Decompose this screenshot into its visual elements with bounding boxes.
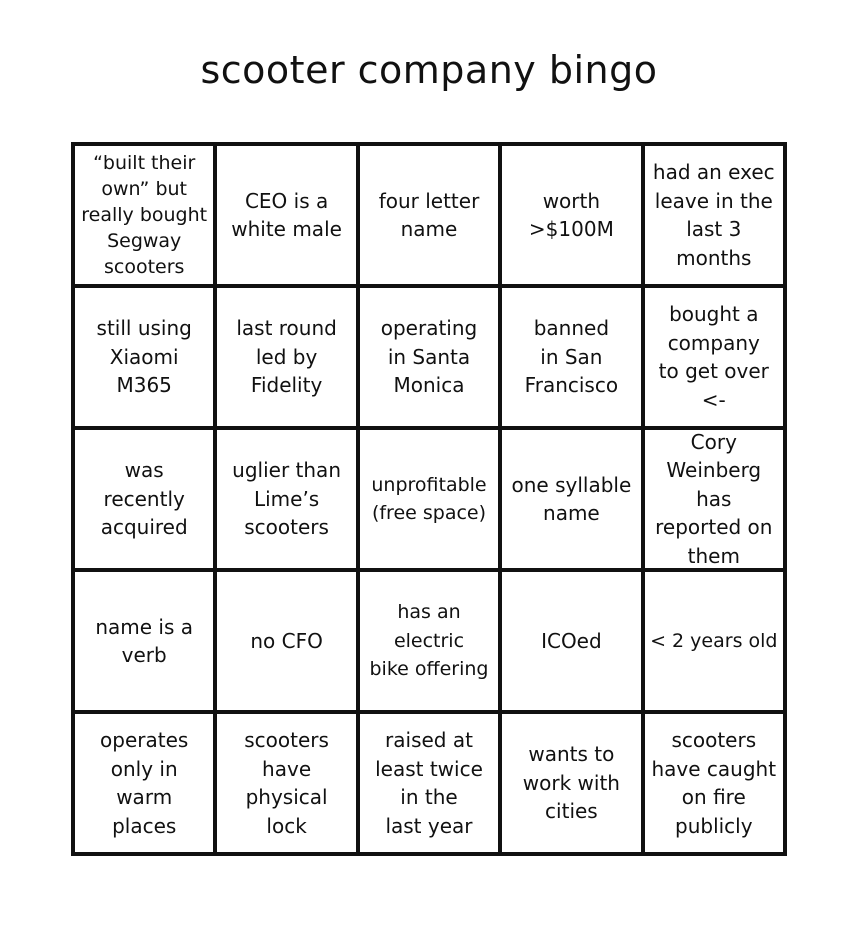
page-title: scooter company bingo [200, 48, 658, 92]
bingo-cell[interactable] [215, 428, 357, 570]
bingo-cell-text: was recently acquired [100, 458, 188, 540]
bingo-cell[interactable] [215, 570, 357, 712]
bingo-cell-text: has an electric bike offering [369, 601, 489, 681]
bingo-cell[interactable] [358, 144, 500, 286]
bingo-cell[interactable] [643, 570, 785, 712]
bingo-cell-text: still using Xiaomi M365 [96, 316, 192, 398]
bingo-cell[interactable] [73, 286, 215, 428]
bingo-cell[interactable] [73, 712, 215, 854]
bingo-cell[interactable] [500, 286, 642, 428]
bingo-cell[interactable] [500, 144, 642, 286]
bingo-cell[interactable] [643, 144, 785, 286]
bingo-cell-text: had an exec leave in the last 3 months [652, 160, 775, 270]
bingo-cell-text: scooters have physical lock [244, 728, 329, 838]
bingo-cell[interactable] [73, 144, 215, 286]
bingo-cell-text: name is a verb [95, 614, 194, 667]
bingo-cell[interactable] [500, 712, 642, 854]
bingo-cell-text: operates only in warm places [100, 728, 189, 838]
bingo-cell-free-space[interactable] [358, 428, 500, 570]
bingo-cell[interactable] [358, 286, 500, 428]
bingo-cell-text: last round led by Fidelity [236, 316, 337, 398]
bingo-cell[interactable] [215, 286, 357, 428]
bingo-cell-text: uglier than Lime’s scooters [232, 458, 341, 540]
bingo-cell[interactable] [500, 570, 642, 712]
bingo-cell[interactable] [215, 144, 357, 286]
bingo-cell-text: banned in San Francisco [524, 316, 619, 398]
bingo-cell-text: no CFO [250, 628, 323, 653]
bingo-cell-text: unprofitable (free space) [371, 473, 487, 524]
bingo-cell-text: raised at least twice in the last year [375, 728, 483, 838]
bingo-cell-text: scooters have caught on fire publicly [651, 728, 777, 838]
bingo-cell[interactable] [643, 712, 785, 854]
bingo-cell[interactable] [73, 428, 215, 570]
bingo-cell[interactable] [643, 286, 785, 428]
bingo-cell[interactable] [358, 712, 500, 854]
bingo-cell-text: operating in Santa Monica [380, 316, 478, 398]
bingo-cell-text: < 2 years old [650, 629, 778, 652]
bingo-cell-text: four letter name [378, 188, 480, 241]
bingo-cell-text: wants to work with cities [522, 742, 620, 824]
bingo-cell-text: CEO is a white male [231, 188, 342, 241]
bingo-cell-text: ICOed [541, 628, 602, 653]
bingo-cell[interactable] [643, 428, 785, 570]
bingo-cell[interactable] [358, 570, 500, 712]
bingo-board [71, 142, 787, 856]
bingo-cell-text: “built their own” but really bought Segway scooters [81, 152, 208, 278]
bingo-cell-text: Cory Weinberg has reported on them [655, 429, 773, 568]
bingo-cell-text: bought a company to get over <- [658, 302, 769, 412]
bingo-cell-text: worth >$100M [528, 188, 614, 241]
bingo-cell[interactable] [73, 570, 215, 712]
bingo-cell[interactable] [215, 712, 357, 854]
bingo-cell-text: one syllable name [511, 472, 632, 525]
bingo-cell[interactable] [500, 428, 642, 570]
